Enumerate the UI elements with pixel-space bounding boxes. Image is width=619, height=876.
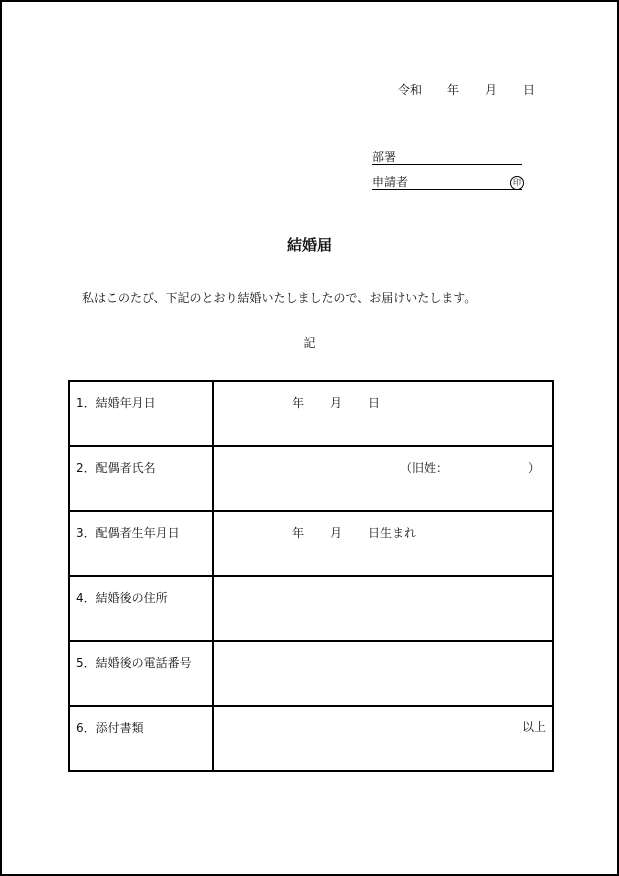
row-label-address: 4．結婚後の住所 xyxy=(69,576,213,641)
spouse-birthdate-field[interactable] xyxy=(213,511,553,576)
department-underline xyxy=(372,164,522,165)
table-row xyxy=(69,511,553,576)
intro-text: 私はこのたび、下記のとおり結婚いたしましたので、お届けいたします。 xyxy=(82,291,477,305)
maiden-name-open: （旧姓： xyxy=(400,461,449,475)
birth-day-unit: 日生まれ xyxy=(368,526,417,540)
table-row xyxy=(69,446,553,511)
marriage-date-field[interactable] xyxy=(213,381,553,446)
spouse-name-field[interactable] xyxy=(213,446,553,511)
row-label-marriage-date: 1．結婚年月日 xyxy=(69,381,213,446)
address-field[interactable] xyxy=(213,576,553,641)
birth-year-unit: 年 xyxy=(292,526,305,540)
date-month: 月 xyxy=(485,83,498,97)
row-label-spouse-birthdate: 3．配偶者生年月日 xyxy=(69,511,213,576)
attachments-field[interactable] xyxy=(213,706,553,771)
marriage-day-unit: 日 xyxy=(368,396,381,410)
ki-heading: 記 xyxy=(303,336,316,350)
applicant-underline xyxy=(372,189,522,190)
row-label-spouse-name: 2．配偶者氏名 xyxy=(69,446,213,511)
applicant-label: 申請者 xyxy=(372,175,409,189)
date-era: 令和 xyxy=(398,83,423,97)
table-row xyxy=(69,576,553,641)
table-row xyxy=(69,706,553,771)
date-year: 年 xyxy=(447,83,460,97)
document-title: 結婚届 xyxy=(286,236,332,254)
phone-field[interactable] xyxy=(213,641,553,706)
birth-month-unit: 月 xyxy=(330,526,343,540)
marriage-month-unit: 月 xyxy=(330,396,343,410)
table-row xyxy=(69,641,553,706)
seal-icon: 印 xyxy=(510,176,524,190)
maiden-name-close: ） xyxy=(528,461,541,475)
row-label-phone: 5．結婚後の電話番号 xyxy=(69,641,213,706)
table-row xyxy=(69,381,553,446)
marriage-form-table xyxy=(68,380,554,772)
department-label: 部署 xyxy=(372,150,397,164)
closing-text: 以上 xyxy=(522,720,547,734)
date-day: 日 xyxy=(523,83,536,97)
marriage-year-unit: 年 xyxy=(292,396,305,410)
row-label-attachments: 6．添付書類 xyxy=(69,706,213,771)
